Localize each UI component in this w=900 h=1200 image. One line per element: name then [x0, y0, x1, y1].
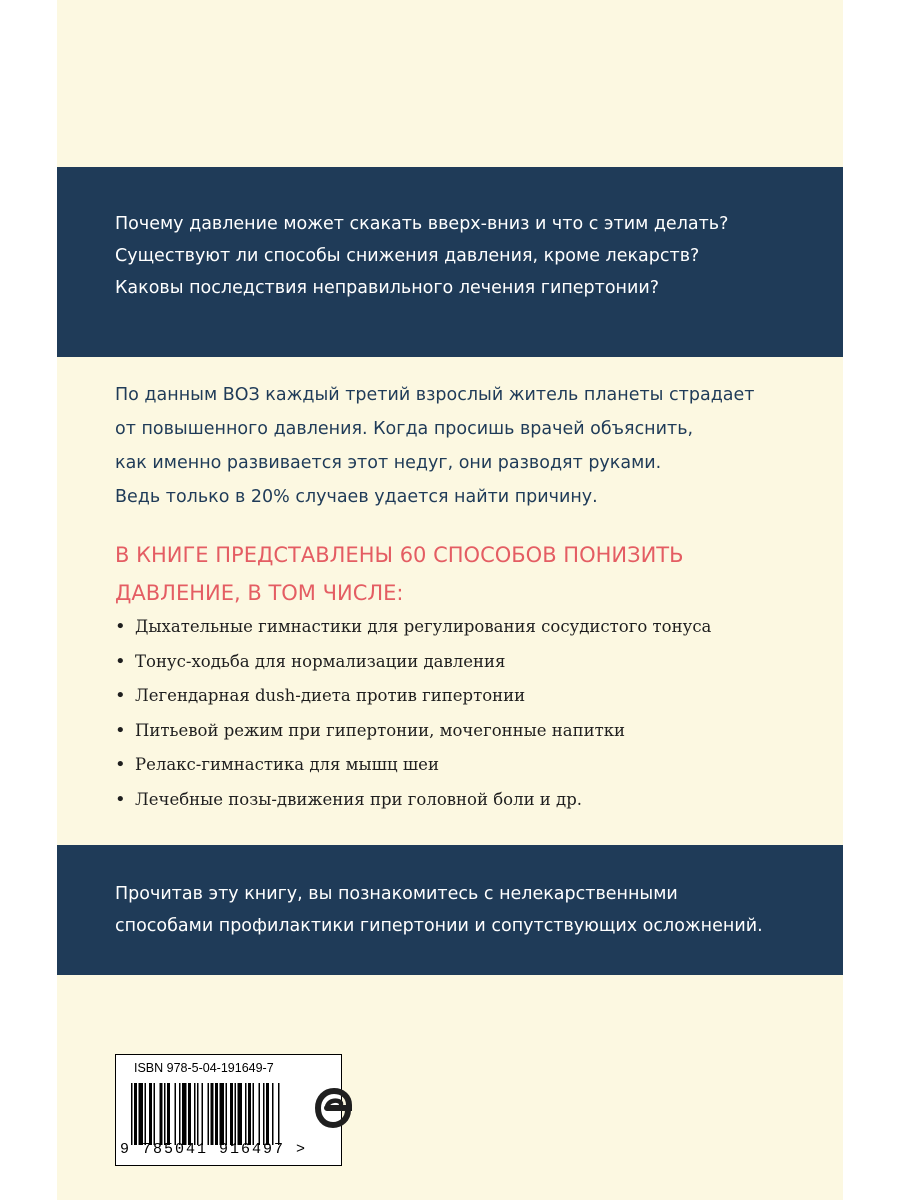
- methods-heading: [115, 536, 684, 612]
- barcode-bar: [208, 1083, 210, 1145]
- barcode-bar: [179, 1083, 181, 1145]
- list-item-text: Питьевой режим при гипертонии, мочегонные напитки: [135, 720, 626, 740]
- conclusion-line: способами профилактики гипертонии и сопутствующих осложнений.: [115, 916, 763, 936]
- barcode-bar: [154, 1083, 156, 1145]
- barcode-bar: [226, 1083, 228, 1145]
- barcode: [131, 1083, 326, 1145]
- barcode-bar: [182, 1083, 187, 1145]
- book-back-cover: [57, 0, 843, 1200]
- barcode-bar: [139, 1083, 144, 1145]
- list-item-text: Дыхательные гимнастики для регулирования сосудистого тонуса: [135, 617, 712, 636]
- bullet-icon: •: [115, 788, 126, 810]
- barcode-bar: [211, 1083, 214, 1145]
- barcode-bar: [145, 1083, 147, 1145]
- publisher-logo-icon: [312, 1085, 356, 1129]
- question-line: Почему давление может скакать вверх-вниз и что с этим делать?: [115, 214, 729, 234]
- barcode-bar: [197, 1083, 199, 1145]
- conclusion-line: Прочитав эту книгу, вы познакомитесь с нелекарственными: [115, 884, 678, 904]
- barcode-bar: [149, 1083, 152, 1145]
- barcode-bar: [248, 1083, 251, 1145]
- barcode-digits: 9 785041 916497 >: [120, 1141, 308, 1158]
- questions-band: [57, 167, 843, 357]
- barcode-bar: [215, 1083, 218, 1145]
- barcode-bar: [175, 1083, 177, 1145]
- list-item-text: Лечебные позы-движения при головной боли и др.: [135, 789, 583, 809]
- intro-line: как именно развивается этот недуг, они разводят руками.: [115, 453, 662, 473]
- barcode-bar: [278, 1083, 280, 1145]
- question-line: Каковы последствия неправильного лечения гипертонии?: [115, 278, 660, 298]
- list-item: [115, 716, 711, 751]
- barcode-bar: [238, 1083, 243, 1145]
- bullet-icon: •: [115, 685, 126, 707]
- barcode-bar: [259, 1083, 261, 1145]
- barcode-bar: [160, 1083, 163, 1145]
- intro-paragraph: [115, 378, 755, 514]
- intro-line: от повышенного давления. Когда просишь врачей объяснить,: [115, 419, 694, 439]
- isbn-label: ISBN 978-5-04-191649-7: [134, 1061, 274, 1075]
- barcode-bar: [272, 1083, 274, 1145]
- bullet-icon: •: [115, 616, 126, 637]
- barcode-bar: [134, 1083, 137, 1145]
- list-item-text: Легендарная dush-диета против гипертонии: [135, 686, 526, 706]
- list-item: [115, 750, 711, 785]
- barcode-bar: [230, 1083, 233, 1145]
- barcode-bar: [167, 1083, 170, 1145]
- barcode-bar: [202, 1083, 204, 1145]
- list-item-text: Релакс-гимнастика для мышц шеи: [135, 755, 439, 775]
- barcode-bar: [131, 1083, 133, 1145]
- list-item: [115, 681, 711, 716]
- bullet-icon: •: [115, 719, 126, 741]
- intro-line: По данным ВОЗ каждый третий взрослый житель планеты страдает: [115, 385, 755, 405]
- list-item-text: Тонус-ходьба для нормализации давления: [135, 651, 506, 671]
- barcode-bar: [266, 1083, 269, 1145]
- intro-line: Ведь только в 20% случаев удается найти причину.: [115, 487, 598, 507]
- isbn-barcode-box: [115, 1054, 342, 1166]
- bullet-icon: •: [115, 754, 126, 776]
- conclusion-band: [57, 845, 843, 975]
- barcode-bar: [188, 1083, 191, 1145]
- heading-line: В КНИГЕ ПРЕДСТАВЛЕНЫ 60 СПОСОБОВ ПОНИЗИТЬ: [115, 543, 684, 567]
- list-item: [115, 612, 711, 647]
- barcode-bar: [220, 1083, 225, 1145]
- methods-list: [115, 612, 711, 820]
- bullet-icon: •: [115, 650, 126, 672]
- barcode-bar: [263, 1083, 265, 1145]
- list-item: [115, 785, 711, 820]
- barcode-bar: [253, 1083, 255, 1145]
- list-item: [115, 647, 711, 682]
- barcode-bar: [164, 1083, 166, 1145]
- barcode-bar: [235, 1083, 237, 1145]
- barcode-bar: [194, 1083, 196, 1145]
- question-line: Существуют ли способы снижения давления, кроме лекарств?: [115, 246, 700, 266]
- heading-line: ДАВЛЕНИЕ, В ТОМ ЧИСЛЕ:: [115, 581, 404, 605]
- barcode-bar: [245, 1083, 247, 1145]
